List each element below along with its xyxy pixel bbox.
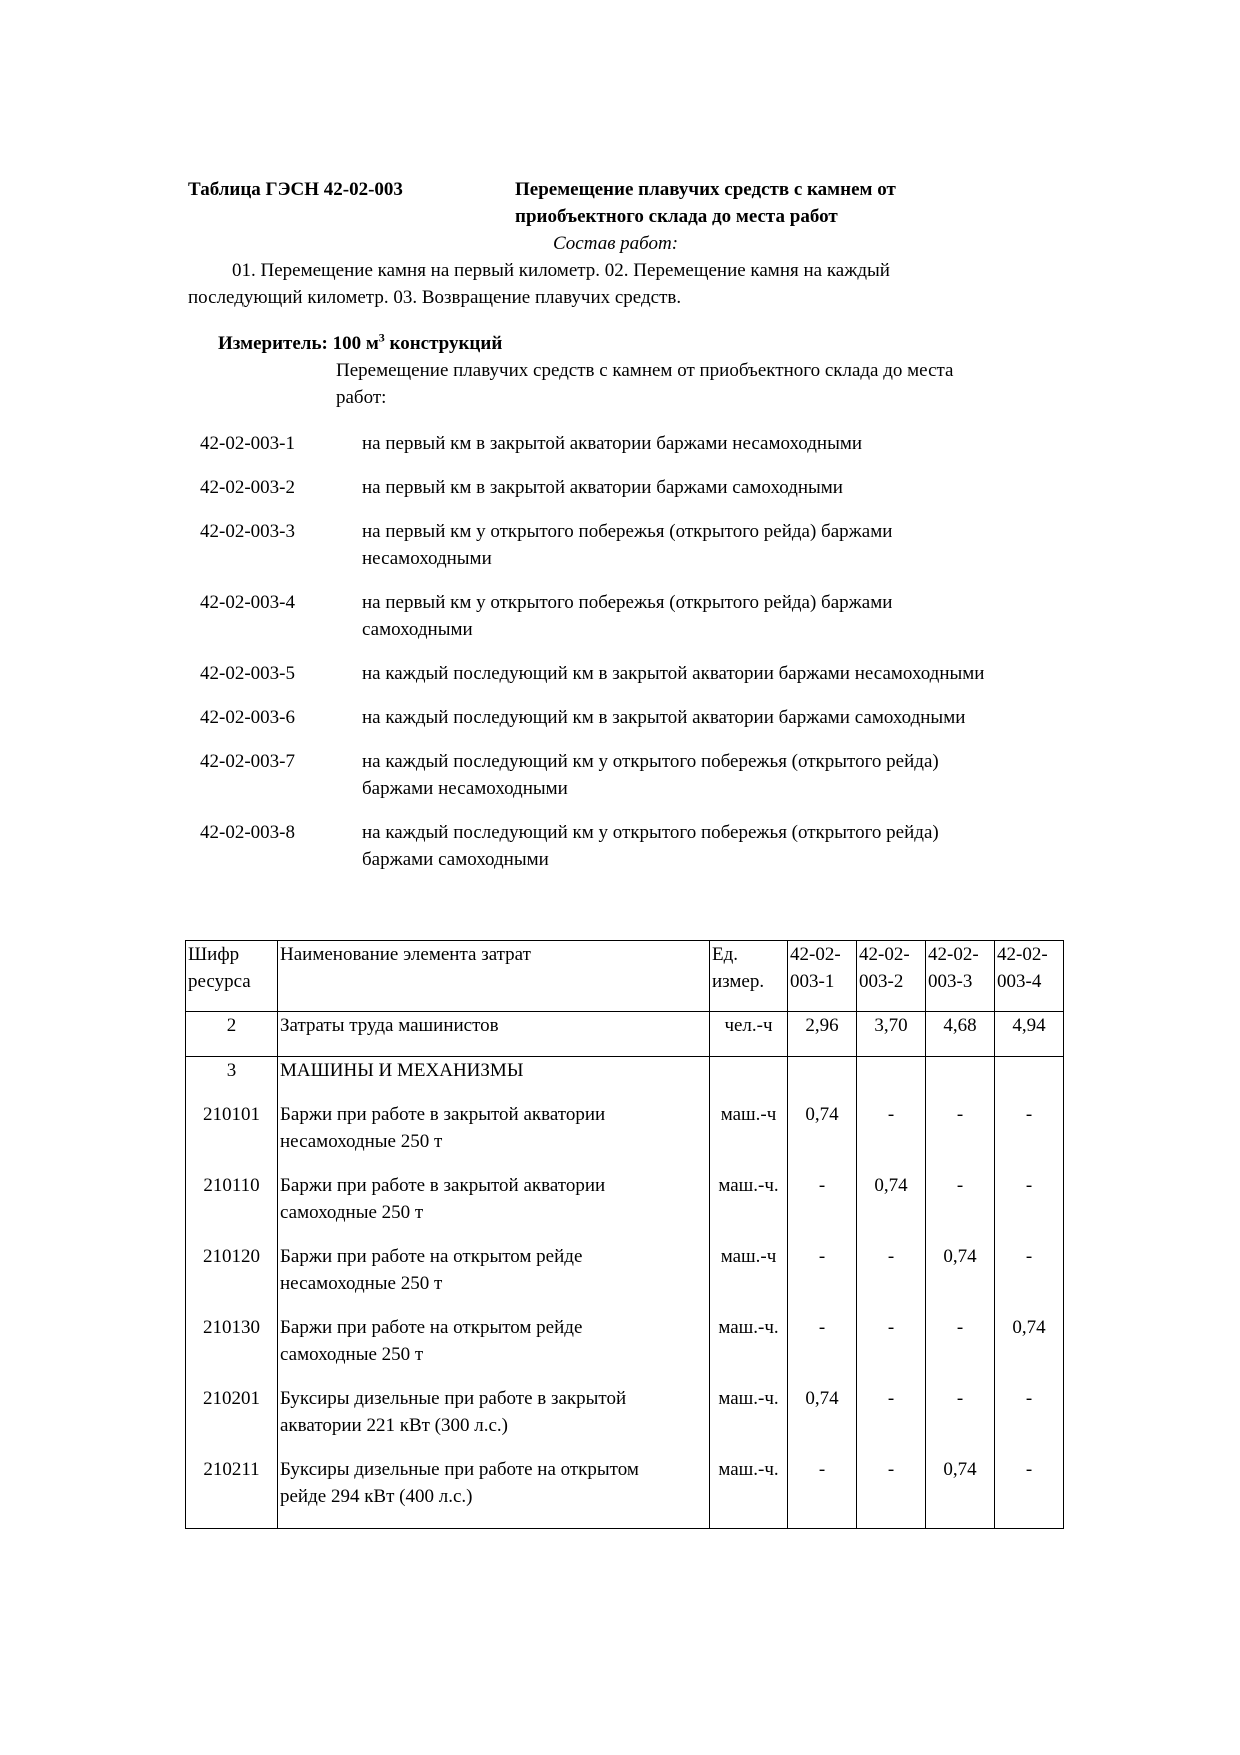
norm-code: 42-02-003-5	[200, 663, 295, 684]
cell-unit: маш.-ч.	[710, 1456, 788, 1529]
table-row	[186, 1243, 1064, 1314]
cell-value: 4,94	[995, 1012, 1064, 1057]
norm-code: 42-02-003-1	[200, 433, 295, 454]
table-heading	[515, 176, 975, 230]
cell-value: 0,74	[857, 1172, 926, 1243]
cell-value: -	[995, 1243, 1064, 1314]
table-row	[186, 1456, 1064, 1529]
cell-name: Баржи при работе на открытом рейде самоходные 250 т	[278, 1314, 710, 1385]
cell-code: 2	[186, 1012, 278, 1057]
cell-value: 0,74	[788, 1385, 857, 1456]
norm-code: 42-02-003-7	[200, 751, 295, 772]
norm-line: на первый км в закрытой акватории баржами самоходными	[362, 477, 843, 498]
header-norm-2: 42-02- 003-2	[857, 941, 926, 1012]
cell-value: -	[857, 1456, 926, 1529]
cell-unit: маш.-ч	[710, 1101, 788, 1172]
header-norm-4: 42-02- 003-4	[995, 941, 1064, 1012]
cell-value: -	[995, 1172, 1064, 1243]
cell-code: 210211	[186, 1456, 278, 1529]
norm-line: баржами самоходными	[362, 849, 549, 870]
norm-line: баржами несамоходными	[362, 778, 568, 799]
cell-code: 210110	[186, 1172, 278, 1243]
measure-unit	[218, 330, 502, 357]
cell-code: 210120	[186, 1243, 278, 1314]
cell-value: -	[926, 1314, 995, 1385]
cell-value: -	[926, 1172, 995, 1243]
cell-name: Буксиры дизельные при работе на открытом рейде 294 кВт (400 л.с.)	[278, 1456, 710, 1529]
measure-label: Измеритель: 100 м	[218, 333, 379, 354]
cell-value: -	[926, 1385, 995, 1456]
table-header-row	[186, 941, 1064, 1012]
norm-code: 42-02-003-8	[200, 822, 295, 843]
norm-description	[362, 704, 1062, 731]
table-row	[186, 1385, 1064, 1456]
norm-description	[362, 660, 1062, 687]
group-title-line: Перемещение плавучих средств с камнем от приобъектного склада до места	[336, 360, 954, 381]
header-code: Шифр ресурса	[186, 941, 278, 1012]
norm-line: на первый км в закрытой акватории баржами несамоходными	[362, 433, 863, 454]
cell-unit: маш.-ч.	[710, 1172, 788, 1243]
cell-value: -	[857, 1101, 926, 1172]
cell-value: -	[857, 1385, 926, 1456]
cell-value: -	[857, 1243, 926, 1314]
cell-value: -	[788, 1243, 857, 1314]
cell-value: 0,74	[926, 1456, 995, 1529]
cell-value: -	[995, 1101, 1064, 1172]
group-title	[336, 357, 1036, 411]
table-heading-line: Перемещение плавучих средств с камнем от	[515, 179, 896, 200]
measure-suffix: конструкций	[384, 333, 503, 354]
norm-description	[362, 819, 1062, 873]
table-row	[186, 1012, 1064, 1057]
cell-value: -	[926, 1101, 995, 1172]
norm-description	[362, 589, 1062, 643]
cell-value: 4,68	[926, 1012, 995, 1057]
cell-unit	[710, 1057, 788, 1102]
cell-value: -	[788, 1314, 857, 1385]
cell-unit: чел.-ч	[710, 1012, 788, 1057]
group-title-line: работ:	[336, 387, 387, 408]
cell-value: 0,74	[788, 1101, 857, 1172]
work-composition-title: Состав работ:	[553, 233, 679, 254]
table-row	[186, 1057, 1064, 1102]
cell-name: Баржи при работе на открытом рейде несамоходные 250 т	[278, 1243, 710, 1314]
header-norm-3: 42-02- 003-3	[926, 941, 995, 1012]
norm-line: на первый км у открытого побережья (открытого рейда) баржами	[362, 521, 893, 542]
norm-line: на каждый последующий км в закрытой акватории баржами несамоходными	[362, 663, 985, 684]
table-row	[186, 1172, 1064, 1243]
cell-value: -	[995, 1385, 1064, 1456]
norm-description	[362, 430, 1062, 457]
cell-value: -	[788, 1172, 857, 1243]
cell-unit: маш.-ч.	[710, 1385, 788, 1456]
norm-code: 42-02-003-4	[200, 592, 295, 613]
resource-table	[185, 940, 1064, 1529]
norm-description	[362, 518, 1062, 572]
norm-description	[362, 748, 1062, 802]
cell-value	[857, 1057, 926, 1102]
cell-code: 210201	[186, 1385, 278, 1456]
norm-line: на каждый последующий км у открытого побережья (открытого рейда)	[362, 751, 939, 772]
cell-code: 210130	[186, 1314, 278, 1385]
cell-value	[926, 1057, 995, 1102]
norm-line: на каждый последующий км в закрытой акватории баржами самоходными	[362, 707, 966, 728]
cell-value: 2,96	[788, 1012, 857, 1057]
cell-value	[995, 1057, 1064, 1102]
work-line: 01. Перемещение камня на первый километр. 02. Перемещение камня на каждый	[232, 260, 890, 281]
norm-code: 42-02-003-6	[200, 707, 295, 728]
work-composition-text	[188, 257, 988, 311]
norm-line: на каждый последующий км у открытого побережья (открытого рейда)	[362, 822, 939, 843]
cell-value: 3,70	[857, 1012, 926, 1057]
table-row	[186, 1314, 1064, 1385]
cell-value: -	[995, 1456, 1064, 1529]
cell-name: Баржи при работе в закрытой акватории самоходные 250 т	[278, 1172, 710, 1243]
header-unit: Ед. измер.	[710, 941, 788, 1012]
table-heading-line: приобъектного склада до места работ	[515, 206, 838, 227]
table-code: Таблица ГЭСН 42-02-003	[188, 179, 403, 200]
cell-unit: маш.-ч	[710, 1243, 788, 1314]
measure-sup: 3	[378, 330, 385, 345]
header-name: Наименование элемента затрат	[278, 941, 710, 1012]
cell-name: МАШИНЫ И МЕХАНИЗМЫ	[278, 1057, 710, 1102]
header-norm-1: 42-02- 003-1	[788, 941, 857, 1012]
cell-value: -	[857, 1314, 926, 1385]
cell-code: 3	[186, 1057, 278, 1102]
norm-description	[362, 474, 1062, 501]
cell-value	[788, 1057, 857, 1102]
cell-name: Затраты труда машинистов	[278, 1012, 710, 1057]
norm-code: 42-02-003-2	[200, 477, 295, 498]
norm-line: на первый км у открытого побережья (открытого рейда) баржами	[362, 592, 893, 613]
norm-code: 42-02-003-3	[200, 521, 295, 542]
work-line: последующий километр. 03. Возвращение плавучих средств.	[188, 287, 682, 308]
cell-name: Баржи при работе в закрытой акватории несамоходные 250 т	[278, 1101, 710, 1172]
cell-name: Буксиры дизельные при работе в закрытой акватории 221 кВт (300 л.с.)	[278, 1385, 710, 1456]
cell-value: -	[788, 1456, 857, 1529]
norm-line: несамоходными	[362, 548, 492, 569]
cell-value: 0,74	[995, 1314, 1064, 1385]
table-row	[186, 1101, 1064, 1172]
cell-code: 210101	[186, 1101, 278, 1172]
norm-line: самоходными	[362, 619, 473, 640]
cell-value: 0,74	[926, 1243, 995, 1314]
cell-unit: маш.-ч.	[710, 1314, 788, 1385]
